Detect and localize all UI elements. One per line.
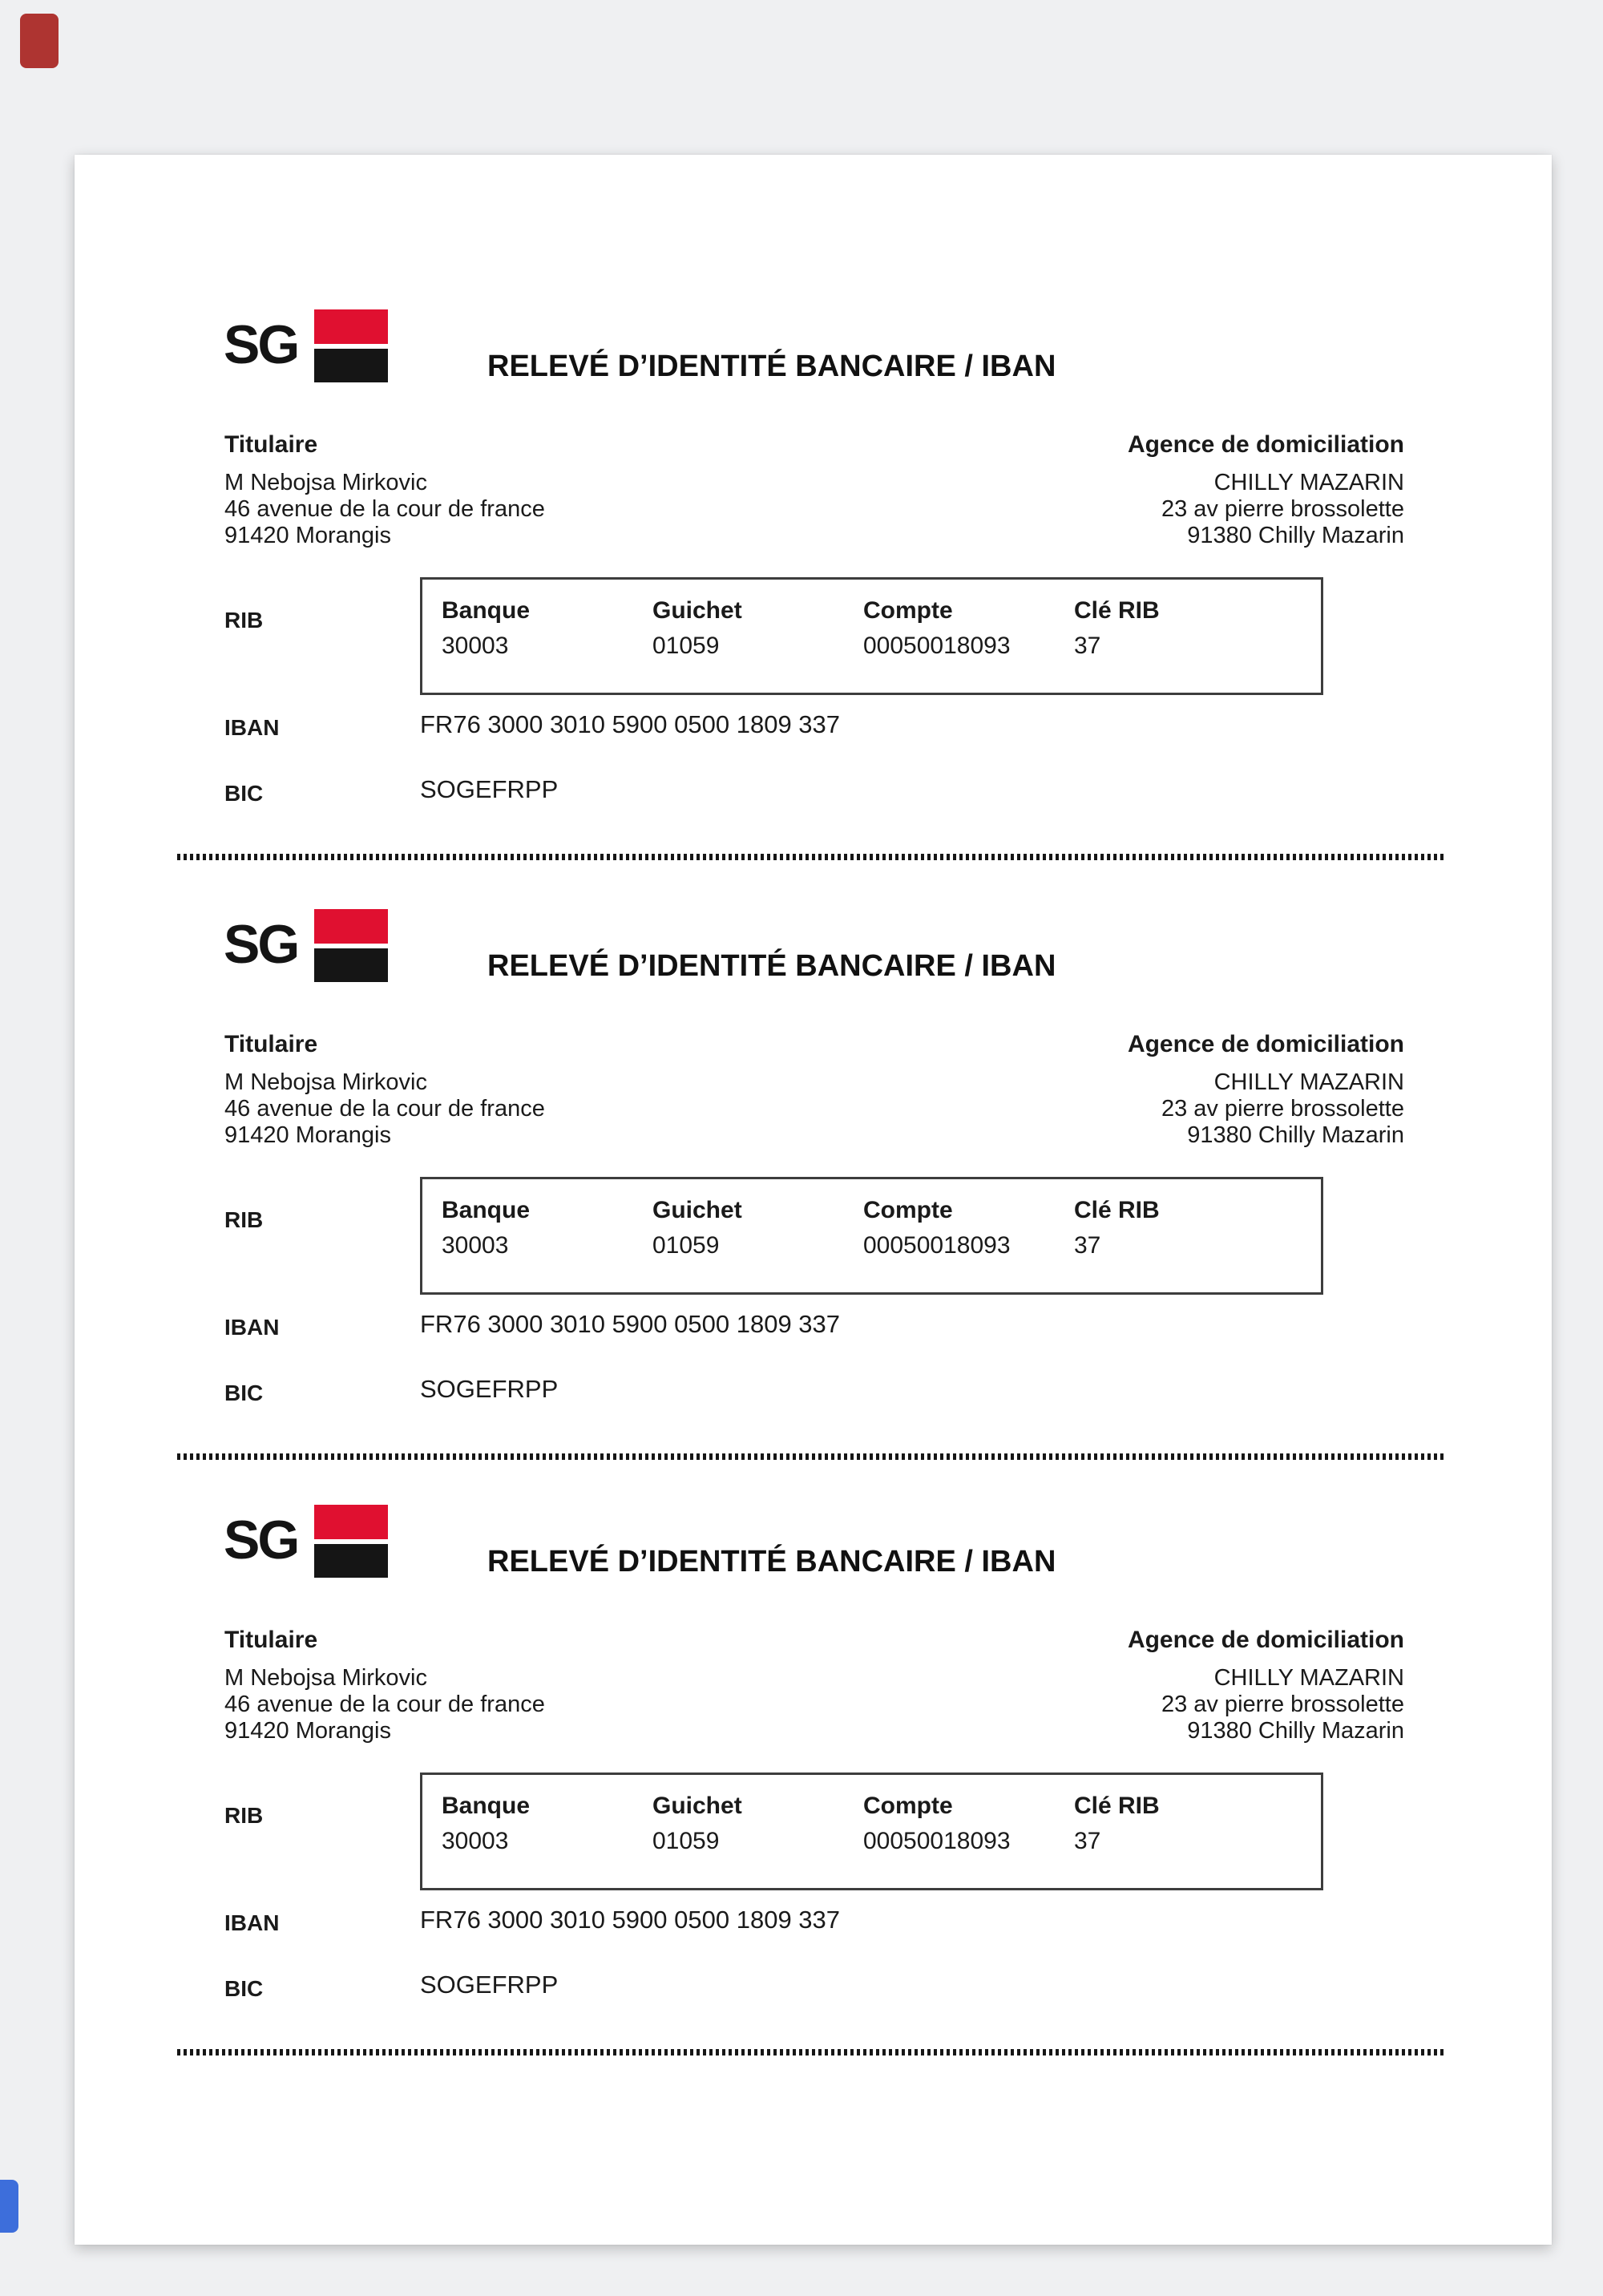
agency-name: CHILLY MAZARIN <box>1213 1069 1404 1095</box>
holder-label: Titulaire <box>224 1031 318 1057</box>
rib-label: RIB <box>224 1207 264 1232</box>
rib-col-compte <box>863 1197 1074 1259</box>
agency-street: 23 av pierre brossolette <box>1161 496 1404 522</box>
document-title: RELEVÉ D’IDENTITÉ BANCAIRE / IBAN <box>487 949 1056 983</box>
bic-value: SOGEFRPP <box>420 775 559 803</box>
holder-name: M Nebojsa Mirkovic <box>224 1069 427 1095</box>
rib-header: Banque <box>442 1197 531 1223</box>
recording-indicator-marker[interactable] <box>20 14 59 68</box>
cut-line-separator <box>177 2049 1446 2055</box>
rib-header: Guichet <box>652 597 742 624</box>
sg-flag-black <box>314 948 388 982</box>
agency-label: Agence de domiciliation <box>1127 1031 1404 1057</box>
rib-col-compte <box>863 597 1074 660</box>
iban-value: FR76 3000 3010 5900 0500 1809 337 <box>420 1310 841 1338</box>
rib-value: 37 <box>1074 1232 1101 1259</box>
sg-flag-icon <box>314 309 388 382</box>
rib-col-guichet <box>652 1793 863 1855</box>
agency-name: CHILLY MAZARIN <box>1213 1665 1404 1691</box>
sg-flag-black <box>314 1544 388 1578</box>
holder-name: M Nebojsa Mirkovic <box>224 470 427 495</box>
bic-label: BIC <box>224 1976 264 2001</box>
rib-header: Banque <box>442 1793 531 1819</box>
sg-flag-red <box>314 909 388 944</box>
rib-document-section <box>75 1498 1552 2060</box>
bic-label: BIC <box>224 1380 264 1405</box>
holder-name: M Nebojsa Mirkovic <box>224 1665 427 1691</box>
rib-value: 37 <box>1074 1828 1101 1854</box>
rib-value: 30003 <box>442 1828 509 1854</box>
agency-address <box>1161 1665 1404 1744</box>
agency-street: 23 av pierre brossolette <box>1161 1096 1404 1122</box>
holder-city: 91420 Morangis <box>224 1718 391 1744</box>
cut-line-separator <box>177 854 1446 860</box>
sg-flag-icon <box>314 909 388 982</box>
rib-label: RIB <box>224 608 264 633</box>
holder-address <box>224 1665 545 1744</box>
holder-address <box>224 1069 545 1149</box>
rib-header: Clé RIB <box>1074 597 1160 624</box>
iban-value: FR76 3000 3010 5900 0500 1809 337 <box>420 1906 841 1934</box>
cut-line-separator <box>177 1453 1446 1460</box>
rib-value: 30003 <box>442 1232 509 1259</box>
holder-street: 46 avenue de la cour de france <box>224 1692 545 1717</box>
agency-city: 91380 Chilly Mazarin <box>1187 1122 1404 1148</box>
bic-value: SOGEFRPP <box>420 1375 559 1403</box>
agency-city: 91380 Chilly Mazarin <box>1187 1718 1404 1744</box>
rib-col-cle <box>1074 1197 1285 1259</box>
rib-col-banque <box>442 597 652 660</box>
agency-label: Agence de domiciliation <box>1127 431 1404 458</box>
rib-header: Clé RIB <box>1074 1197 1160 1223</box>
rib-col-cle <box>1074 1793 1285 1855</box>
holder-city: 91420 Morangis <box>224 523 391 548</box>
rib-value: 00050018093 <box>863 1232 1011 1259</box>
rib-header: Compte <box>863 597 953 624</box>
rib-document-section <box>75 903 1552 1464</box>
bic-value: SOGEFRPP <box>420 1971 559 1999</box>
rib-col-guichet <box>652 597 863 660</box>
holder-street: 46 avenue de la cour de france <box>224 1096 545 1122</box>
holder-label: Titulaire <box>224 1627 318 1653</box>
rib-col-cle <box>1074 597 1285 660</box>
bic-label: BIC <box>224 781 264 806</box>
rib-header: Clé RIB <box>1074 1793 1160 1819</box>
rib-table <box>420 1177 1323 1295</box>
rib-col-banque <box>442 1197 652 1259</box>
rib-header: Banque <box>442 597 531 624</box>
sg-flag-red <box>314 1505 388 1539</box>
iban-label: IBAN <box>224 1315 280 1340</box>
sg-flag-red <box>314 309 388 344</box>
rib-header: Compte <box>863 1793 953 1819</box>
rib-table <box>420 1773 1323 1890</box>
document-page <box>75 155 1552 2245</box>
iban-label: IBAN <box>224 715 280 740</box>
edge-scroll-marker[interactable] <box>0 2180 18 2233</box>
rib-label: RIB <box>224 1803 264 1828</box>
sg-flag-black <box>314 349 388 382</box>
holder-address <box>224 470 545 549</box>
iban-value: FR76 3000 3010 5900 0500 1809 337 <box>420 710 841 738</box>
sg-logotype: SG <box>224 314 298 375</box>
rib-value: 01059 <box>652 1828 720 1854</box>
sg-flag-icon <box>314 1505 388 1578</box>
iban-label: IBAN <box>224 1910 280 1935</box>
agency-address <box>1161 470 1404 549</box>
rib-value: 00050018093 <box>863 633 1011 659</box>
rib-value: 00050018093 <box>863 1828 1011 1854</box>
sg-logotype: SG <box>224 1510 298 1570</box>
holder-street: 46 avenue de la cour de france <box>224 496 545 522</box>
rib-header: Guichet <box>652 1197 742 1223</box>
rib-col-guichet <box>652 1197 863 1259</box>
agency-address <box>1161 1069 1404 1149</box>
rib-value: 01059 <box>652 633 720 659</box>
document-title: RELEVÉ D’IDENTITÉ BANCAIRE / IBAN <box>487 350 1056 383</box>
holder-label: Titulaire <box>224 431 318 458</box>
rib-col-compte <box>863 1793 1074 1855</box>
agency-city: 91380 Chilly Mazarin <box>1187 523 1404 548</box>
rib-value: 37 <box>1074 633 1101 659</box>
agency-label: Agence de domiciliation <box>1127 1627 1404 1653</box>
sg-logotype: SG <box>224 914 298 975</box>
rib-document-section <box>75 303 1552 864</box>
agency-street: 23 av pierre brossolette <box>1161 1692 1404 1717</box>
rib-header: Compte <box>863 1197 953 1223</box>
agency-name: CHILLY MAZARIN <box>1213 470 1404 495</box>
holder-city: 91420 Morangis <box>224 1122 391 1148</box>
rib-header: Guichet <box>652 1793 742 1819</box>
rib-table <box>420 577 1323 695</box>
document-title: RELEVÉ D’IDENTITÉ BANCAIRE / IBAN <box>487 1545 1056 1578</box>
rib-col-banque <box>442 1793 652 1855</box>
rib-value: 30003 <box>442 633 509 659</box>
rib-value: 01059 <box>652 1232 720 1259</box>
